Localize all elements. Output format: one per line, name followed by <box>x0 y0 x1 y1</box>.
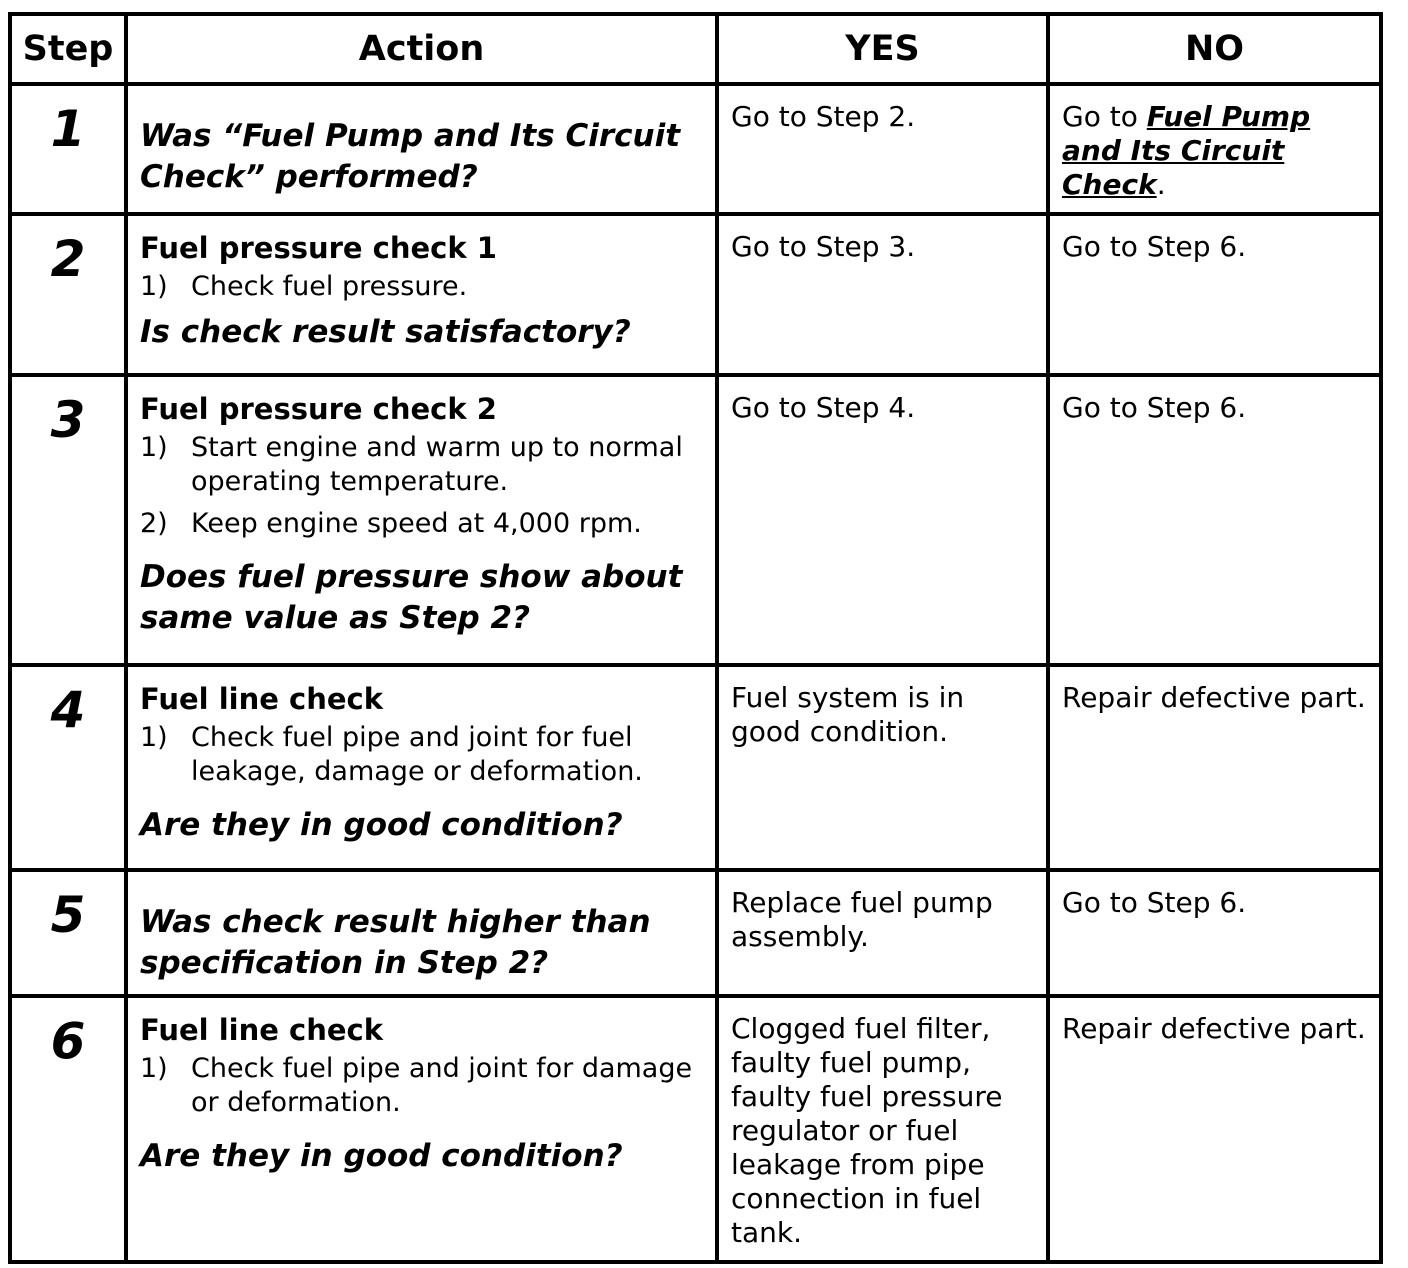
action-substep <box>140 270 705 304</box>
action-substep <box>140 721 705 789</box>
step-cell <box>10 870 126 996</box>
no-cell: Go to Step 6. <box>1048 375 1381 665</box>
substep-text: Start engine and warm up to normal operating temperature. <box>191 432 683 497</box>
action-substeps <box>140 721 705 789</box>
action-cell <box>126 870 717 996</box>
table-row <box>10 214 1381 375</box>
no-cell: Repair defective part. <box>1048 996 1381 1262</box>
action-title: Fuel line check <box>140 682 383 716</box>
step-number: 2 <box>50 230 86 288</box>
step-cell <box>10 665 126 870</box>
action-substeps <box>140 270 705 304</box>
action-cell <box>126 214 717 375</box>
header-row <box>10 14 1381 84</box>
substep-number: 1) <box>140 432 168 463</box>
action-cell <box>126 375 717 665</box>
substep-text: Check fuel pressure. <box>191 271 468 302</box>
action-question: Does fuel pressure show about same value as Step 2? <box>140 559 683 636</box>
action-question: Are they in good condition? <box>140 1138 623 1174</box>
action-substep <box>140 431 705 499</box>
action-substep <box>140 507 705 541</box>
no-cell: Repair defective part. <box>1048 665 1381 870</box>
table-row <box>10 996 1381 1262</box>
no-cell: Go to Step 6. <box>1048 870 1381 996</box>
action-substeps <box>140 431 705 541</box>
step-number: 6 <box>50 1012 86 1070</box>
action-title: Fuel pressure check 1 <box>140 231 497 265</box>
step-number: 1 <box>50 100 86 158</box>
header-yes: YES <box>717 14 1048 84</box>
table-row <box>10 375 1381 665</box>
yes-cell: Clogged fuel filter, faulty fuel pump, faulty fuel pressure regulator or fuel leakage from pipe connection in fuel tank. <box>717 996 1048 1262</box>
action-substep <box>140 1052 705 1120</box>
action-cell <box>126 84 717 214</box>
action-cell <box>126 665 717 870</box>
action-substeps <box>140 1052 705 1120</box>
yes-cell: Fuel system is in good condition. <box>717 665 1048 870</box>
action-title: Fuel pressure check 2 <box>140 392 497 426</box>
no-prefix: Go to <box>1062 100 1147 133</box>
diagnostic-table <box>8 12 1383 1264</box>
action-title: Fuel line check <box>140 1013 383 1047</box>
step-cell <box>10 214 126 375</box>
action-question: Was “Fuel Pump and Its Circuit Check” performed? <box>140 118 681 195</box>
step-number: 4 <box>50 681 86 739</box>
yes-cell: Go to Step 2. <box>717 84 1048 214</box>
substep-number: 1) <box>140 722 168 753</box>
table-row <box>10 665 1381 870</box>
substep-number: 1) <box>140 1053 168 1084</box>
step-number: 5 <box>50 886 86 944</box>
no-cell <box>1048 84 1381 214</box>
yes-cell: Go to Step 3. <box>717 214 1048 375</box>
fuel-pump-circuit-check-link[interactable]: Fuel Pump and Its Circuit Check <box>1062 100 1311 201</box>
step-number: 3 <box>50 391 86 449</box>
header-step: Step <box>10 14 126 84</box>
action-cell <box>126 996 717 1262</box>
action-question: Is check result satisfactory? <box>140 314 631 350</box>
substep-number: 1) <box>140 271 168 302</box>
substep-text: Keep engine speed at 4,000 rpm. <box>191 508 642 539</box>
header-no: NO <box>1048 14 1381 84</box>
no-cell: Go to Step 6. <box>1048 214 1381 375</box>
substep-text: Check fuel pipe and joint for damage or deformation. <box>191 1053 693 1118</box>
yes-cell: Replace fuel pump assembly. <box>717 870 1048 996</box>
step-cell <box>10 84 126 214</box>
action-question: Are they in good condition? <box>140 807 623 843</box>
table-row <box>10 84 1381 214</box>
yes-cell: Go to Step 4. <box>717 375 1048 665</box>
step-cell <box>10 375 126 665</box>
header-action: Action <box>126 14 717 84</box>
no-suffix: . <box>1156 168 1166 201</box>
substep-number: 2) <box>140 508 168 539</box>
substep-text: Check fuel pipe and joint for fuel leakage, damage or deformation. <box>191 722 643 787</box>
step-cell <box>10 996 126 1262</box>
table-row <box>10 870 1381 996</box>
action-question: Was check result higher than specification in Step 2? <box>140 904 651 981</box>
